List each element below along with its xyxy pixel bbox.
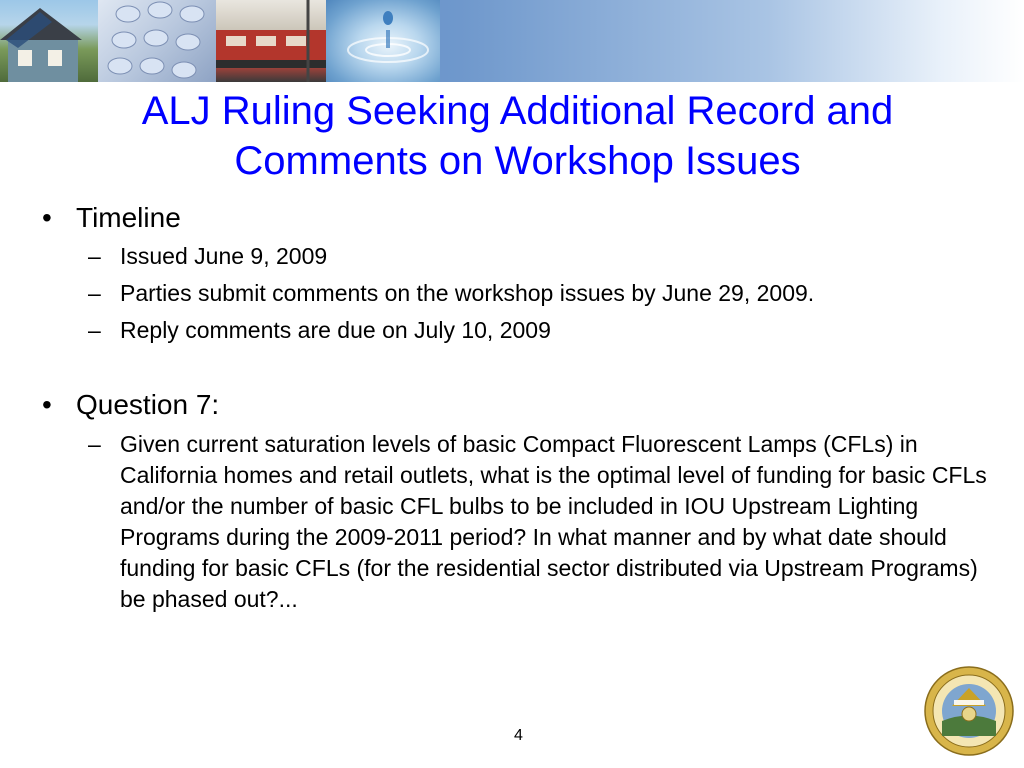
sub-bullet-question-text [40,429,995,615]
header-banner [0,0,1024,82]
house-photo [0,0,98,82]
bullet-marker: • [42,389,52,420]
slide-title-line1: ALJ Ruling Seeking Additional Record and [141,89,894,133]
sub-bullet-marker: – [88,431,101,457]
bullet-question-7 [40,387,990,423]
sub-bullet-reply [40,315,990,346]
sub-bullet-marker: – [88,280,101,306]
bullet-marker: • [42,202,52,233]
slide-title [40,86,995,186]
sub-bullet-text: Parties submit comments on the workshop issues by June 29, 2009. [120,280,815,306]
sub-bullet-text: Given current saturation levels of basic Compact Fluorescent Lamps (CFLs) in California homes and retail outlets, what is the optimal level of funding for basic CFLs and/or the number of basic CFL bulbs to be included in IOU Upstream Lighting Programs during the 2009-2011 period? In what manner and by what date should funding for basic CFLs (for the residential sector distributed via Upstream Programs) be phased out?... [120,431,987,612]
phone-keypad-photo [98,0,216,82]
sub-bullet-text: Reply comments are due on July 10, 2009 [120,317,551,343]
sub-bullet-text: Issued June 9, 2009 [120,243,328,269]
bullet-label-timeline: Timeline [76,202,181,233]
bullet-timeline [40,200,990,236]
bullet-label-question-7: Question 7: [76,389,220,420]
slide-title-line2: Comments on Workshop Issues [234,139,801,183]
train-photo [216,0,326,82]
cpuc-seal-logo [924,666,1014,756]
sub-bullet-marker: – [88,243,101,269]
sub-bullet-issued [40,241,990,272]
slide-body [40,200,990,615]
water-drop-photo [326,0,440,82]
page-number: 4 [514,727,523,744]
sub-bullet-marker: – [88,317,101,343]
sub-bullet-parties [40,278,990,309]
